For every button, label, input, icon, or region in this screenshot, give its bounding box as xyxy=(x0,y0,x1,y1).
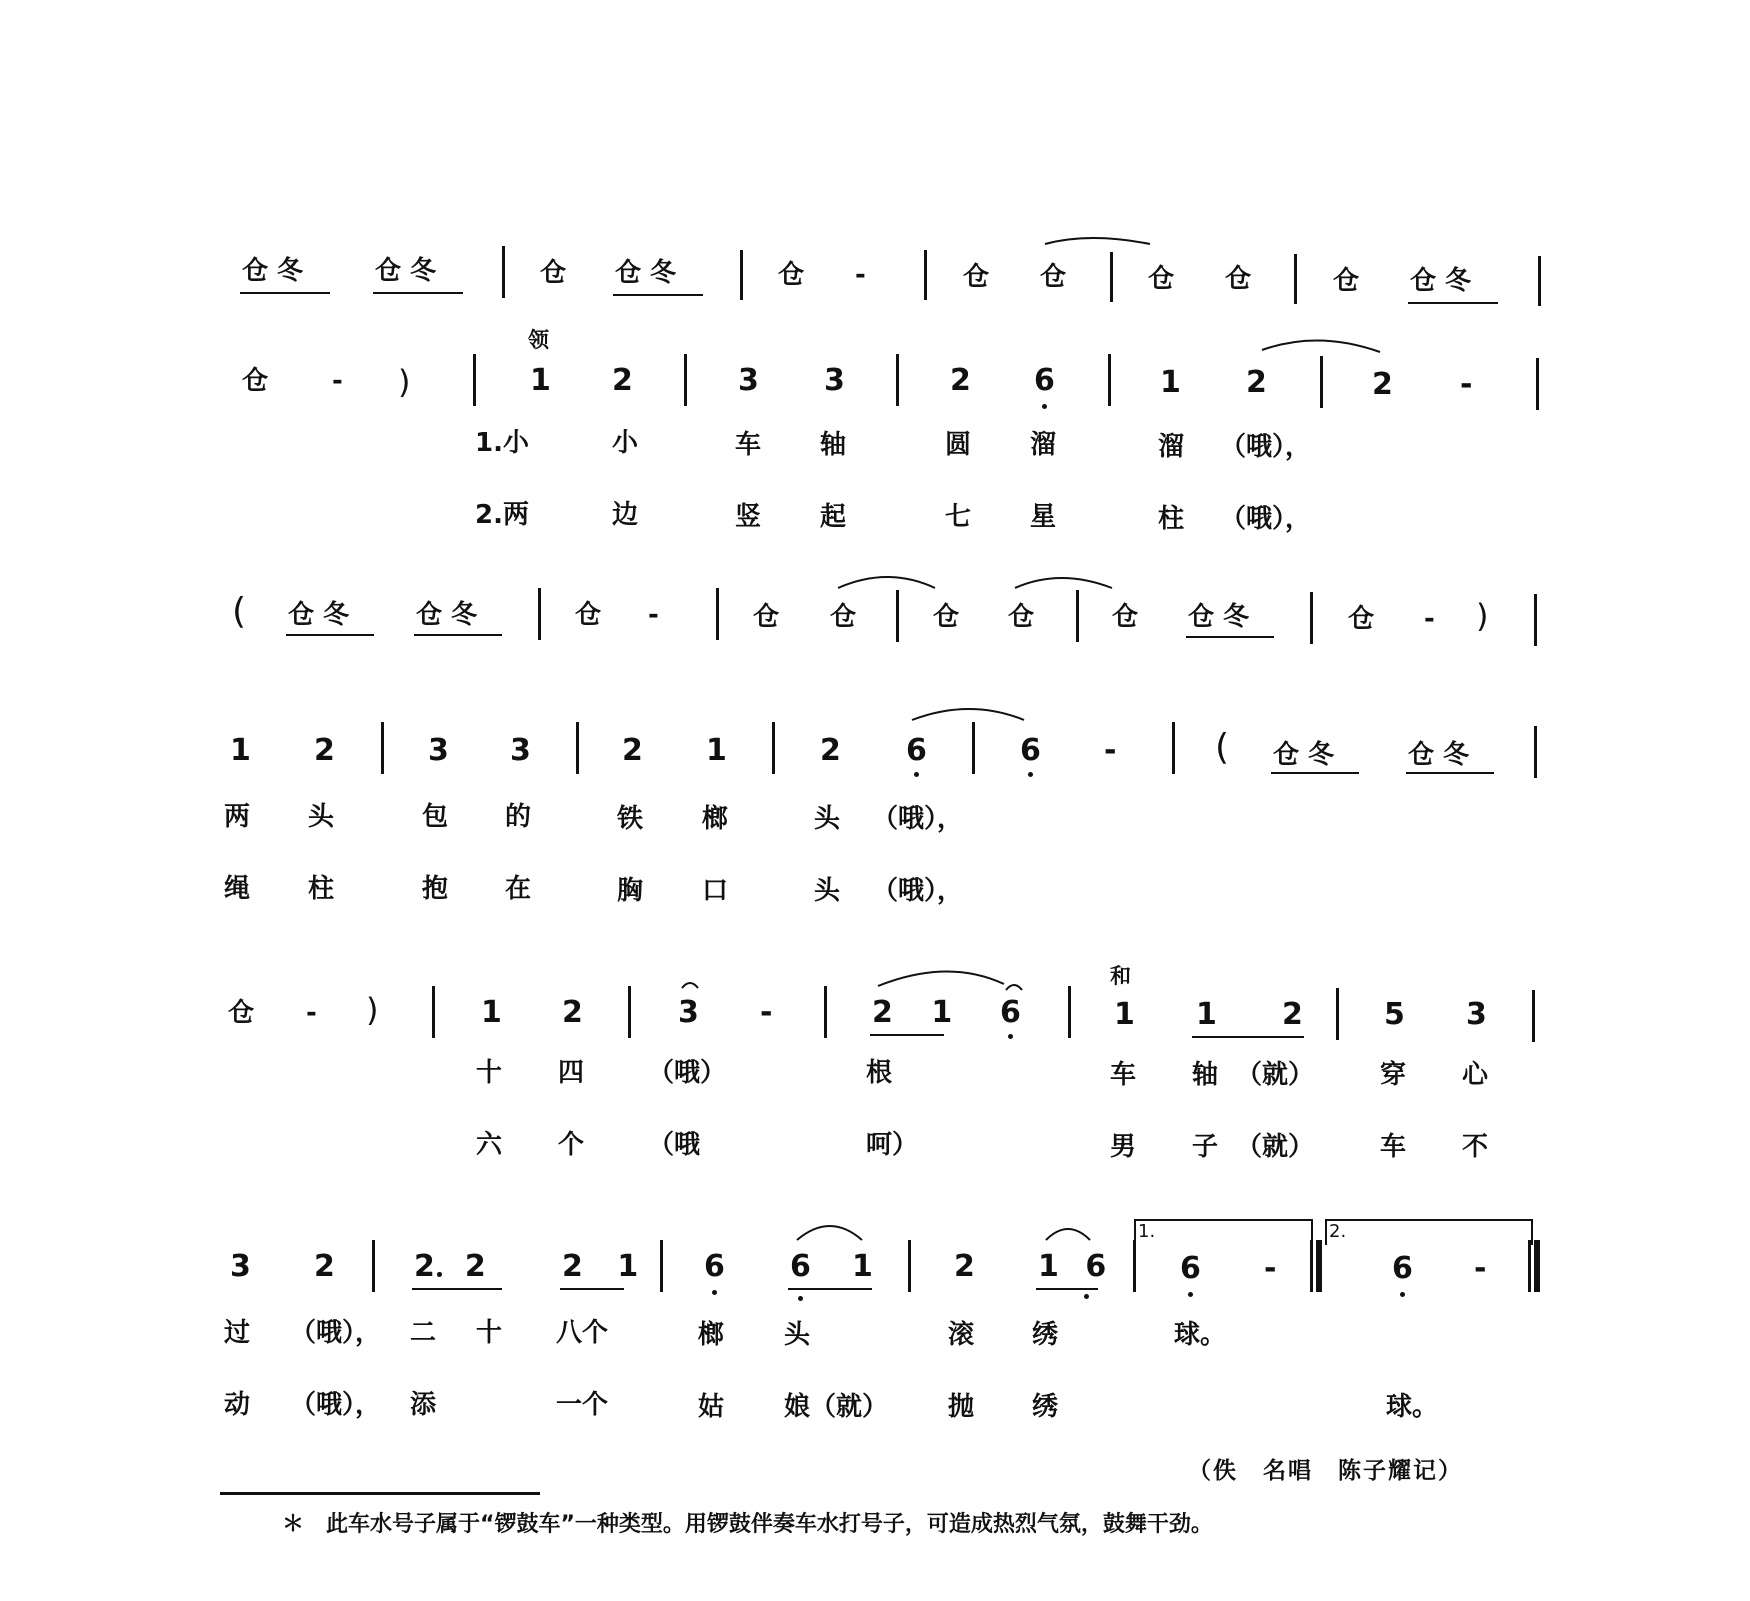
barline xyxy=(502,246,505,298)
lyric: 七 xyxy=(945,502,972,532)
slur xyxy=(1262,340,1380,352)
barline xyxy=(1110,252,1113,302)
barline xyxy=(432,986,435,1038)
barline xyxy=(1536,358,1539,410)
lyric: （哦）， xyxy=(872,876,964,906)
percussion: - xyxy=(855,260,866,290)
fermata xyxy=(682,983,698,988)
barline xyxy=(538,588,541,640)
footnote: ＊ 此车水号子属于“锣鼓车”一种类型。用锣鼓伴奏车水打号子，可造成热烈气氛，鼓舞干劲。 xyxy=(282,1512,1213,1537)
lyric: 十 xyxy=(476,1058,503,1088)
slur xyxy=(912,709,1024,720)
barline xyxy=(1172,722,1175,774)
lyric: （哦 xyxy=(648,1130,701,1160)
lyric: （哦）， xyxy=(872,804,964,834)
beam xyxy=(870,1034,944,1036)
note: 2 xyxy=(1372,367,1393,402)
lyric: 球。 xyxy=(1174,1320,1227,1350)
percussion: 仓 冬 xyxy=(1188,602,1250,632)
note: 6 xyxy=(906,733,927,768)
lyric: 头 xyxy=(784,1320,811,1350)
beam xyxy=(373,292,463,294)
beam xyxy=(412,1288,502,1290)
note: 3 xyxy=(824,363,845,398)
barline xyxy=(896,590,899,642)
lyric: 根 xyxy=(866,1058,893,1088)
barline xyxy=(1133,1240,1136,1292)
barline xyxy=(740,250,743,300)
percussion: - xyxy=(1424,604,1435,634)
fermata xyxy=(1006,985,1022,990)
lyric: 不 xyxy=(1462,1132,1489,1162)
low-octave-dot xyxy=(1028,772,1033,777)
percussion: 仓 冬 xyxy=(1408,740,1470,770)
lyric: 绳 xyxy=(224,874,251,904)
paren: ) xyxy=(366,991,379,1029)
lyric: 胸 xyxy=(617,876,644,906)
barline xyxy=(896,354,899,406)
lyric: 绣 xyxy=(1032,1320,1059,1350)
lyric: 轴 xyxy=(820,430,847,460)
paren: ) xyxy=(1476,597,1489,635)
lyric: 柱 xyxy=(1158,504,1185,534)
note-group: 2．2 xyxy=(414,1249,486,1284)
note: 6 xyxy=(704,1249,725,1284)
lead-mark: 领 xyxy=(528,328,549,352)
low-octave-dot xyxy=(914,772,919,777)
lyric: 榔 xyxy=(698,1320,725,1350)
note: 2 xyxy=(820,733,841,768)
beam xyxy=(1186,636,1274,638)
paren: ) xyxy=(398,363,411,401)
lyric: 在 xyxy=(505,874,532,904)
beam xyxy=(613,294,703,296)
barline xyxy=(1108,354,1111,406)
lyric: 车 xyxy=(735,430,762,460)
percussion: 仓 xyxy=(1348,604,1375,634)
note: 1 xyxy=(530,363,551,398)
percussion: 仓 xyxy=(753,602,780,632)
dash: - xyxy=(1460,367,1473,402)
percussion: 仓 xyxy=(1112,602,1139,632)
lyric: （哦）， xyxy=(1220,432,1312,462)
slur xyxy=(1015,578,1112,588)
low-octave-dot xyxy=(1400,1292,1405,1297)
lyric: 心 xyxy=(1462,1060,1489,1090)
note: 6 xyxy=(1000,995,1021,1030)
barline xyxy=(908,1240,911,1292)
note: 2 xyxy=(562,995,583,1030)
percussion: 仓 xyxy=(778,260,805,290)
percussion: 仓 xyxy=(242,366,269,396)
barline xyxy=(1534,726,1537,778)
percussion: 仓 冬 xyxy=(416,600,478,630)
lyric: 过 xyxy=(224,1318,251,1348)
slur xyxy=(1046,1229,1090,1240)
lyric: （哦）， xyxy=(1220,504,1312,534)
volta-1-bracket xyxy=(1135,1220,1312,1245)
percussion: 仓 冬 xyxy=(1273,740,1335,770)
lyric: （就） xyxy=(1236,1132,1315,1162)
lyric: 溜 xyxy=(1030,430,1057,460)
lyric: 柱 xyxy=(308,874,335,904)
lyric: （就） xyxy=(1236,1060,1315,1090)
lyric: 姑 xyxy=(698,1392,725,1422)
barline xyxy=(1534,594,1537,646)
beam xyxy=(286,634,374,636)
lyric: 小 xyxy=(612,428,639,458)
footnote-rule xyxy=(220,1492,540,1495)
note: 6 xyxy=(1034,363,1055,398)
lyric: 头 xyxy=(814,804,841,834)
note-group: 1 6 xyxy=(1038,1249,1115,1284)
note: 2 xyxy=(314,1249,335,1284)
lyric: 榔 xyxy=(702,804,729,834)
barline xyxy=(1310,592,1313,644)
beam xyxy=(1271,772,1359,774)
percussion: 仓 xyxy=(1225,264,1252,294)
note: 6 xyxy=(1392,1251,1413,1286)
note: 5 xyxy=(1384,997,1405,1032)
barline xyxy=(1068,986,1071,1038)
note: 2 xyxy=(1246,365,1267,400)
lyric: （哦） xyxy=(648,1058,727,1088)
note: 6 xyxy=(1020,733,1041,768)
lyric: 1.小 xyxy=(475,428,529,458)
lyric: 绣 xyxy=(1032,1392,1059,1422)
lyric: 四 xyxy=(558,1058,585,1088)
note: 3 xyxy=(510,733,531,768)
low-octave-dot xyxy=(798,1296,803,1301)
slur xyxy=(838,577,935,588)
beam xyxy=(560,1288,624,1290)
percussion: 仓 xyxy=(1040,262,1067,292)
lyric: 十 xyxy=(476,1318,503,1348)
dash: - xyxy=(760,995,773,1030)
beam xyxy=(1406,772,1494,774)
lyric: 轴 xyxy=(1192,1060,1219,1090)
beam xyxy=(414,634,502,636)
low-octave-dot xyxy=(712,1290,717,1295)
note: 2 xyxy=(622,733,643,768)
note: 1 xyxy=(706,733,727,768)
note: 1 xyxy=(1160,365,1181,400)
dash: - xyxy=(1474,1251,1487,1286)
note: 1 xyxy=(1114,997,1135,1032)
note-group: 2 1 xyxy=(872,995,967,1030)
slur xyxy=(878,971,1004,986)
low-octave-dot xyxy=(1042,404,1047,409)
barline xyxy=(684,354,687,406)
barline xyxy=(1336,988,1339,1040)
barline xyxy=(972,722,975,774)
lyric: 男 xyxy=(1110,1132,1137,1162)
lyric: 头 xyxy=(814,876,841,906)
barline xyxy=(381,722,384,774)
barline xyxy=(1532,990,1535,1042)
lyric: 球。 xyxy=(1386,1392,1439,1422)
note: 6 xyxy=(1180,1251,1201,1286)
beam xyxy=(1192,1036,1304,1038)
note: 3 xyxy=(738,363,759,398)
note: 3 xyxy=(230,1249,251,1284)
low-octave-dot xyxy=(1188,1292,1193,1297)
lyric: 铁 xyxy=(617,804,644,834)
note: 1 xyxy=(230,733,251,768)
dash: - xyxy=(1104,733,1117,768)
barline xyxy=(372,1240,375,1292)
volta-2-bracket xyxy=(1326,1220,1532,1245)
note-group: 2 1 xyxy=(562,1249,651,1284)
note: 3 xyxy=(428,733,449,768)
lyric: 2.两 xyxy=(475,500,529,530)
credit-line: （佚 名唱 陈子耀记） xyxy=(1188,1458,1463,1484)
beam xyxy=(240,292,330,294)
lyric: 的 xyxy=(505,802,532,832)
barline xyxy=(1076,590,1079,642)
percussion: 仓 xyxy=(540,258,567,288)
lyric: 抱 xyxy=(422,874,449,904)
percussion: 仓 xyxy=(830,602,857,632)
low-octave-dot xyxy=(1008,1034,1013,1039)
lyric: 添 xyxy=(410,1390,437,1420)
lyric: 竖 xyxy=(735,502,762,532)
barline xyxy=(628,986,631,1038)
note: 2 xyxy=(1282,997,1303,1032)
percussion: 仓 冬 xyxy=(288,600,350,630)
lyric: 动 xyxy=(224,1390,251,1420)
lyric: 二 xyxy=(410,1318,437,1348)
lyric: 车 xyxy=(1380,1132,1407,1162)
percussion: - xyxy=(306,998,317,1028)
lyric: 起 xyxy=(820,502,847,532)
lyric: 抛 xyxy=(948,1392,975,1422)
beam xyxy=(1036,1288,1098,1290)
lyric: 边 xyxy=(612,500,639,530)
lyric: 头 xyxy=(308,802,335,832)
barline xyxy=(1294,254,1297,304)
note: 1 xyxy=(481,995,502,1030)
percussion: 仓 冬 xyxy=(375,256,437,286)
barline xyxy=(660,1240,663,1292)
beam xyxy=(788,1288,872,1290)
percussion: 仓 冬 xyxy=(242,256,304,286)
lyric: 口 xyxy=(702,876,729,906)
percussion: 仓 xyxy=(228,998,255,1028)
lyric: 呵） xyxy=(866,1130,919,1160)
barline xyxy=(772,722,775,774)
note: 2 xyxy=(954,1249,975,1284)
barline xyxy=(1538,256,1541,306)
volta-1-label: 1. xyxy=(1138,1221,1156,1242)
lyric: （哦）， xyxy=(290,1390,382,1420)
lyric: 滚 xyxy=(948,1320,975,1350)
barline xyxy=(473,354,476,406)
note: 3 xyxy=(1466,997,1487,1032)
percussion: - xyxy=(648,600,659,630)
percussion: 仓 冬 xyxy=(1410,266,1472,296)
lyric: 溜 xyxy=(1158,432,1185,462)
percussion: 仓 xyxy=(963,262,990,292)
note: 1 xyxy=(1196,997,1217,1032)
barline xyxy=(576,722,579,774)
note: 2 xyxy=(612,363,633,398)
note: 3 xyxy=(678,995,699,1030)
lyric: 穿 xyxy=(1380,1060,1407,1090)
lyric: 娘（就） xyxy=(784,1392,889,1422)
percussion: 仓 xyxy=(933,602,960,632)
lyric: 星 xyxy=(1030,502,1057,532)
lyric: 子 xyxy=(1192,1132,1219,1162)
repeat-barline xyxy=(1310,1240,1313,1292)
percussion: 仓 xyxy=(1148,264,1175,294)
lyric: 车 xyxy=(1110,1060,1137,1090)
lyric: 两 xyxy=(224,802,251,832)
lyric: 八个 xyxy=(556,1318,609,1348)
percussion: 仓 xyxy=(1008,602,1035,632)
note: 2 xyxy=(314,733,335,768)
repeat-barline xyxy=(1316,1240,1322,1292)
low-octave-dot xyxy=(1084,1294,1089,1299)
percussion: 仓 xyxy=(1333,266,1360,296)
barline xyxy=(824,986,827,1038)
final-barline xyxy=(1534,1240,1540,1292)
dash: - xyxy=(1264,1251,1277,1286)
lyric: 个 xyxy=(558,1130,585,1160)
beam xyxy=(1408,302,1498,304)
lyric: 一个 xyxy=(556,1390,609,1420)
percussion: 仓 冬 xyxy=(615,258,677,288)
slur xyxy=(1045,238,1150,244)
final-barline xyxy=(1528,1240,1531,1292)
lyric: 圆 xyxy=(945,430,972,460)
slur xyxy=(797,1226,862,1240)
note: 2 xyxy=(950,363,971,398)
lyric: 六 xyxy=(476,1130,503,1160)
paren: ( xyxy=(232,591,247,632)
chorus-mark: 和 xyxy=(1110,964,1131,988)
barline xyxy=(1320,356,1323,408)
lyric: （哦）， xyxy=(290,1318,382,1348)
note: 6 xyxy=(790,1249,811,1284)
barline xyxy=(716,588,719,640)
percussion: 仓 xyxy=(575,600,602,630)
barline xyxy=(924,250,927,300)
note: 1 xyxy=(852,1249,873,1284)
volta-2-label: 2. xyxy=(1329,1221,1347,1242)
lyric: 包 xyxy=(422,802,449,832)
paren: ( xyxy=(1215,727,1230,768)
percussion: - xyxy=(332,366,343,396)
